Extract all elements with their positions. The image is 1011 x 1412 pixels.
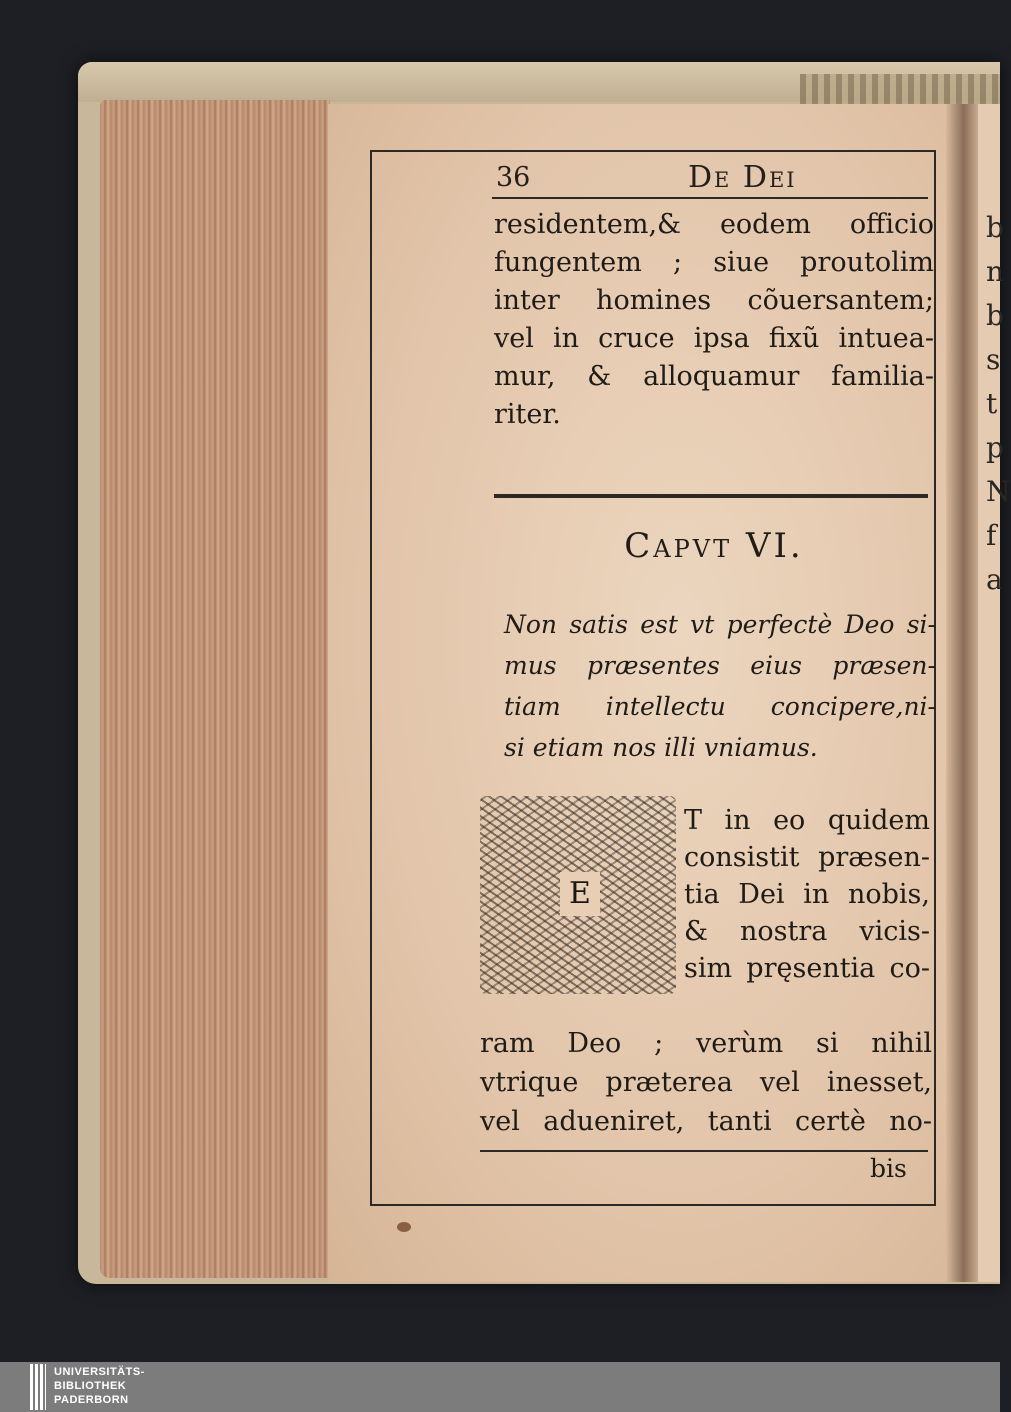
chapter-summary [504, 604, 936, 768]
summary-line: si etiam nos illi vniamus. [504, 733, 818, 762]
text-top [494, 206, 934, 434]
right-fragment: t [986, 387, 998, 420]
page-number: 36 [496, 162, 531, 193]
summary-line: tiam intellectu concipere,ni- [504, 692, 936, 721]
right-fragment: b [986, 211, 1004, 244]
text-beside-initial [684, 802, 930, 987]
text-line: inter homines cõuersantem; [494, 285, 934, 316]
running-head [492, 154, 932, 195]
right-fragment: s [986, 343, 1001, 376]
head-rule [492, 197, 928, 199]
text-line: vtrique præterea vel inesset, [480, 1067, 932, 1098]
decorated-initial [480, 796, 676, 994]
text-bottom [480, 1024, 932, 1141]
text-line: sim pręsentia co- [684, 953, 930, 984]
text-line: residentem,& eodem officio [494, 209, 934, 240]
right-page-fragments [986, 206, 1011, 626]
text-line: riter. [494, 399, 561, 430]
summary-line: Non satis est vt perfectè Deo si- [504, 610, 936, 639]
initial-letter: E [560, 872, 600, 916]
library-name [54, 1365, 145, 1407]
right-fragment: b [986, 299, 1004, 332]
library-name-line: BIBLIOTHEK [54, 1380, 127, 1392]
text-line: consistit præsen- [684, 842, 930, 873]
library-name-line: UNIVERSITÄTS- [54, 1366, 145, 1378]
headband [800, 74, 1000, 104]
section-rule [494, 494, 928, 498]
text-line: vel in cruce ipsa fixũ intuea- [494, 323, 934, 354]
right-fragment: n [986, 255, 1005, 288]
right-fragment: f [986, 519, 997, 552]
text-line: T in eo quidem [684, 805, 930, 836]
running-title: De Dei [688, 160, 797, 195]
right-fragment: N [986, 475, 1011, 508]
chapter-heading: Capvt VI. [624, 526, 804, 566]
page-edges [100, 100, 330, 1278]
text-line: tia Dei in nobis, [684, 879, 930, 910]
library-logo-icon [30, 1364, 46, 1410]
bottom-rule [480, 1150, 928, 1152]
text-line: mur, & alloquamur familia- [494, 361, 934, 392]
text-line: ram Deo ; verùm si nihil [480, 1028, 932, 1059]
footer-bar [0, 1362, 1000, 1412]
text-line: & nostra vicis- [684, 916, 930, 947]
text-line: vel adueniret, tanti certè no- [480, 1106, 932, 1137]
gutter [946, 104, 978, 1282]
catchword: bis [870, 1154, 907, 1183]
page-stain [397, 1222, 411, 1232]
right-fragment: p [986, 431, 1004, 464]
library-name-line: PADERBORN [54, 1394, 129, 1406]
right-fragment: a [986, 563, 1003, 596]
summary-line: mus præsentes eius præsen- [504, 651, 936, 680]
text-line: fungentem ; siue proutolim [494, 247, 934, 278]
